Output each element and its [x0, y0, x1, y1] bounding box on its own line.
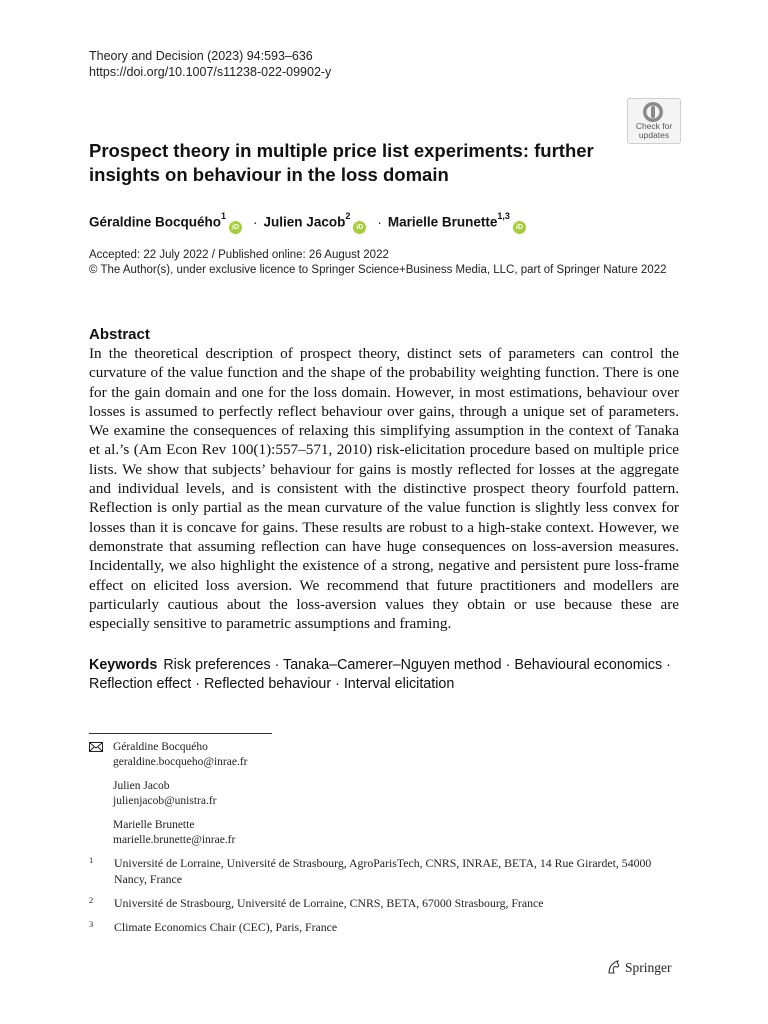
- journal-header: [89, 48, 331, 80]
- footnote-divider: [89, 733, 272, 734]
- affiliation-item: [89, 895, 679, 911]
- author-separator: ·: [377, 214, 382, 230]
- publisher-logo: [606, 958, 672, 978]
- author-affiliation-sup: 1: [221, 211, 227, 221]
- envelope-icon: [89, 742, 103, 752]
- abstract-text: In the theoretical description of prospect theory, distinct sets of parameters can control the curvature of the value function and the shape of the probability weighting function. There is one for the gain domain and one for the loss domain. However, in most estimations, behaviour over losses is assumed to perfectly reflect behaviour over gains, through a unique set of parameters. We examine the consequences of relaxing this simplifying assumption in the context of Tanaka et al.’s (Am Econ Rev 100(1):557–571, 2010) risk-elicitation procedure based on multiple price lists. We show that subjects’ behaviour for gains is mostly reflected for losses at the aggregate and individual levels, and is consistent with the distinctive prospect theory fourfold pattern. Reflection is only partial as the mean curvature of the value function is slightly less convex for losses than it is concave for gains. These results are robust to a high-stake context. However, we demonstrate that assuming reflection can have huge consequences on loss-aversion measures. Incidentally, we also highlight the existence of a strong, negative and persistent pure loss-frame effect on elicited loss aversion. We recommend that future practitioners and modellers are particularly cautious about the loss-aversion values they obtain or use because these are especially sensitive to parametric assumptions and framing.: [89, 345, 679, 633]
- keywords-heading: Keywords: [89, 657, 158, 673]
- affiliation-item: [89, 919, 679, 935]
- doi-link[interactable]: https://doi.org/10.1007/s11238-022-09902-y: [89, 65, 332, 79]
- journal-citation: Theory and Decision (2023) 94:593–636: [89, 49, 313, 63]
- orcid-icon[interactable]: iD: [513, 221, 526, 234]
- springer-horse-icon: [606, 959, 622, 975]
- publication-dates: [89, 248, 679, 278]
- contact-entry: [89, 740, 247, 770]
- orcid-icon[interactable]: iD: [229, 221, 242, 234]
- accepted-published-line: Accepted: 22 July 2022 / Published online: 26 August 2022: [89, 249, 389, 261]
- author-name: Géraldine Bocquého: [89, 214, 222, 230]
- contact-entry: [89, 818, 247, 848]
- corresponding-contacts: [89, 740, 247, 857]
- author-name: Marielle Brunette: [387, 214, 498, 230]
- affiliation-item: [89, 855, 679, 887]
- affiliation-number: 1: [89, 855, 94, 865]
- contact-entry: [89, 779, 247, 809]
- author-name: Julien Jacob: [263, 214, 346, 230]
- affiliation-number: 3: [89, 919, 94, 929]
- affiliation-text: Université de Strasbourg, Université de Lorraine, CNRS, BETA, 67000 Strasbourg, France: [114, 896, 544, 910]
- affiliation-list: [89, 855, 679, 943]
- keywords: [89, 656, 679, 694]
- author-list: [89, 208, 531, 234]
- keywords-text: Risk preferences · Tanaka–Camerer–Nguyen method · Behavioural economics · Reflection effect · Reflected behaviour · Interval elicitation: [89, 657, 671, 692]
- author-affiliation-sup: 2: [345, 211, 351, 221]
- affiliation-text: Climate Economics Chair (CEC), Paris, France: [114, 920, 338, 934]
- contact-name: Géraldine Bocquého: [113, 741, 208, 753]
- check-updates-icon: [642, 101, 664, 123]
- contact-email[interactable]: julienjacob@unistra.fr: [113, 795, 217, 807]
- abstract-heading: Abstract: [89, 326, 150, 343]
- copyright-line: © The Author(s), under exclusive licence to Springer Science+Business Media, LLC, part of Springer Nature 2022: [89, 264, 667, 276]
- contact-name: Julien Jacob: [113, 780, 170, 792]
- check-for-updates-button[interactable]: [627, 98, 681, 144]
- author-affiliation-sup: 1,3: [497, 211, 510, 221]
- check-updates-label: Check for updates: [635, 121, 673, 140]
- contact-email[interactable]: geraldine.bocqueho@inrae.fr: [113, 756, 248, 768]
- affiliation-text: Université de Lorraine, Université de Strasbourg, AgroParisTech, CNRS, INRAE, BETA, 14 Rue Girardet, 54000 Nancy, France: [114, 856, 652, 886]
- contact-email[interactable]: marielle.brunette@inrae.fr: [113, 834, 236, 846]
- paper-title: Prospect theory in multiple price list experiments: further insights on behaviour in the loss domain: [89, 140, 594, 185]
- author-separator: ·: [253, 214, 258, 230]
- contact-name: Marielle Brunette: [113, 819, 195, 831]
- publisher-name: Springer: [625, 960, 672, 975]
- affiliation-number: 2: [89, 895, 94, 905]
- orcid-icon[interactable]: iD: [353, 221, 366, 234]
